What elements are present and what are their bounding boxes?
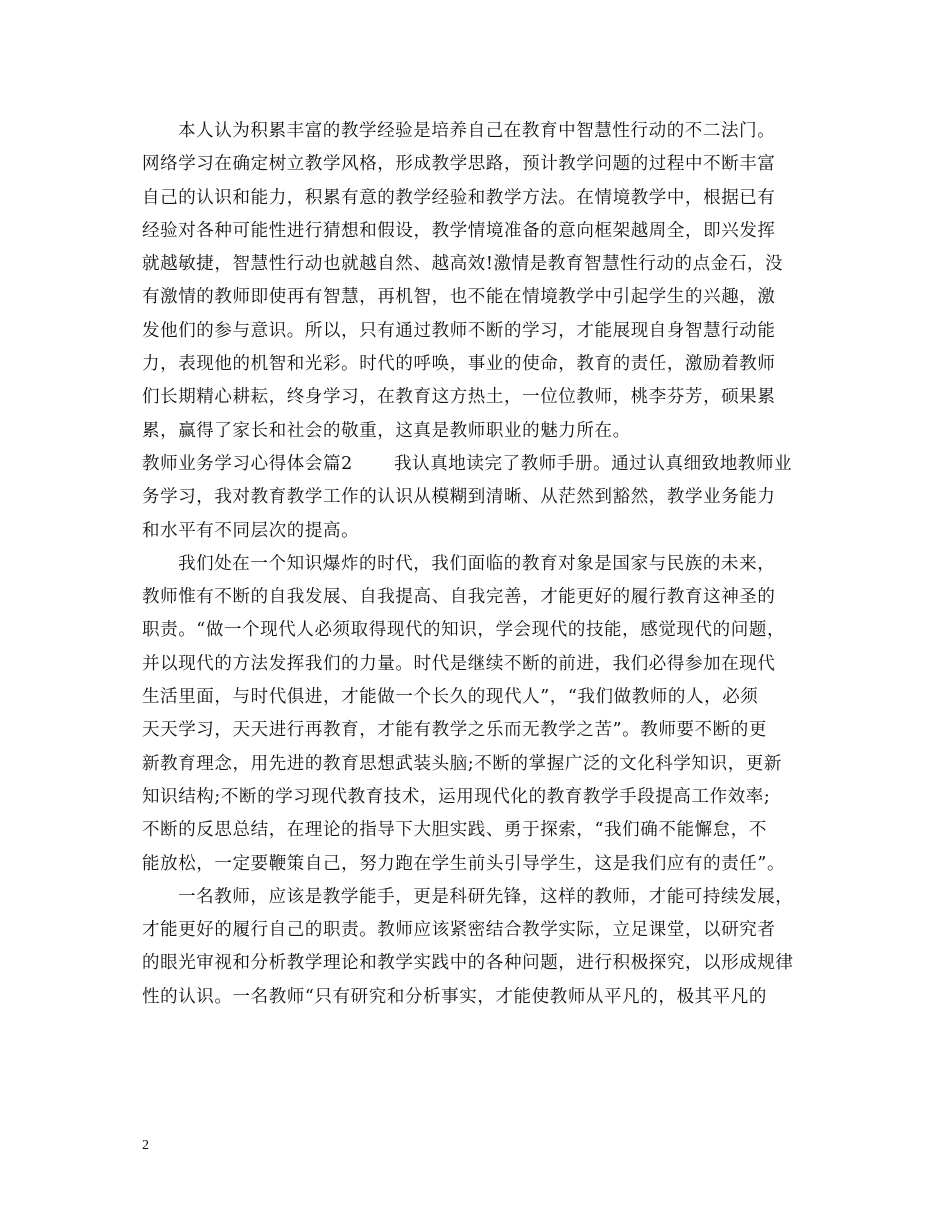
text-line: 能放松，一定要鞭策自己，努力跑在学生前头引导学生，这是我们应有的责任”。 — [142, 853, 786, 874]
page-number: 2 — [142, 1138, 149, 1153]
text-line: 自己的认识和能力，积累有意的教学经验和教学方法。在情境教学中，根据已有 — [142, 187, 776, 208]
text-line: 发他们的参与意识。所以，只有通过教师不断的学习，才能展现自身智慧行动能 — [142, 320, 776, 341]
text-line: 务学习，我对教育教学工作的认识从模糊到清晰、从茫然到豁然，教学业务能力 — [142, 487, 776, 508]
text-line: 知识结构;不断的学习现代教育技术，运用现代化的教育教学手段提高工作效率; — [142, 786, 771, 807]
text-line: 我认真地读完了教师手册。通过认真细致地教师业 — [394, 453, 793, 474]
text-line: 们长期精心耕耘，终身学习，在教育这方热土，一位位教师，桃李芬芳，硕果累 — [142, 387, 776, 408]
text-line: 累，赢得了家长和社会的敬重，这真是教师职业的魅力所在。 — [142, 420, 631, 441]
text-line: 教师惟有不断的自我发展、自我提高、自我完善，才能更好的履行教育这神圣的 — [142, 587, 776, 608]
text-line: 本人认为积累丰富的教学经验是培养自己在教育中智慧性行动的不二法门。 — [178, 121, 776, 141]
text-line: 一名教师，应该是教学能手，更是科研先锋，这样的教师，才能可持续发展， — [178, 886, 794, 907]
text-line: 新教育理念，用先进的教育思想武装头脑;不断的掌握广泛的文化科学知识，更新 — [142, 753, 782, 774]
text-line: 性的认识。一名教师“只有研究和分析事实，才能使教师从平凡的，极其平凡的 — [142, 986, 767, 1007]
text-line: 就越敏捷，智慧性行动也就越自然、越高效!激情是教育智慧性行动的点金石，没 — [142, 254, 784, 275]
text-line: 有激情的教师即使再有智慧，再机智，也不能在情境教学中引起学生的兴趣，激 — [142, 287, 776, 308]
text-line: 不断的反思总结，在理论的指导下大胆实践、勇于探索，“我们确不能懈怠，不 — [142, 820, 767, 841]
text-line: 我们处在一个知识爆炸的时代，我们面临的教育对象是国家与民族的未来， — [178, 553, 776, 574]
body-text — [142, 115, 812, 1014]
text-line: 的眼光审视和分析教学理论和教学实践中的各种问题，进行积极探究，以形成规律 — [142, 953, 794, 974]
text-line: 职责。“做一个现代人必须取得现代的知识，学会现代的技能，感觉现代的问题， — [142, 620, 786, 641]
text-line: 力，表现他的机智和光彩。时代的呼唤，事业的使命，教育的责任，激励着教师 — [142, 354, 776, 375]
text-line: 经验对各种可能性进行猜想和假设，教学情境准备的意向框架越周全，即兴发挥 — [142, 220, 776, 241]
text-line: 生活里面，与时代俱进，才能做一个长久的现代人”，“我们做教师的人，必须 — [142, 687, 759, 708]
text-line: 和水平有不同层次的提高。 — [142, 520, 360, 541]
section-heading: 教师业务学习心得体会篇2 — [142, 453, 353, 474]
text-line: 天天学习，天天进行再教育，才能有教学之乐而无教学之苦”。教师要不断的更 — [142, 720, 767, 741]
section-heading-line — [142, 448, 812, 481]
text-line: 才能更好的履行自己的职责。教师应该紧密结合教学实际，立足课堂，以研究者 — [142, 920, 776, 941]
text-line: 网络学习在确定树立教学风格，形成教学思路，预计教学问题的过程中不断丰富 — [142, 154, 776, 175]
text-line: 并以现代的方法发挥我们的力量。时代是继续不断的前进，我们必得参加在现代 — [142, 653, 776, 674]
